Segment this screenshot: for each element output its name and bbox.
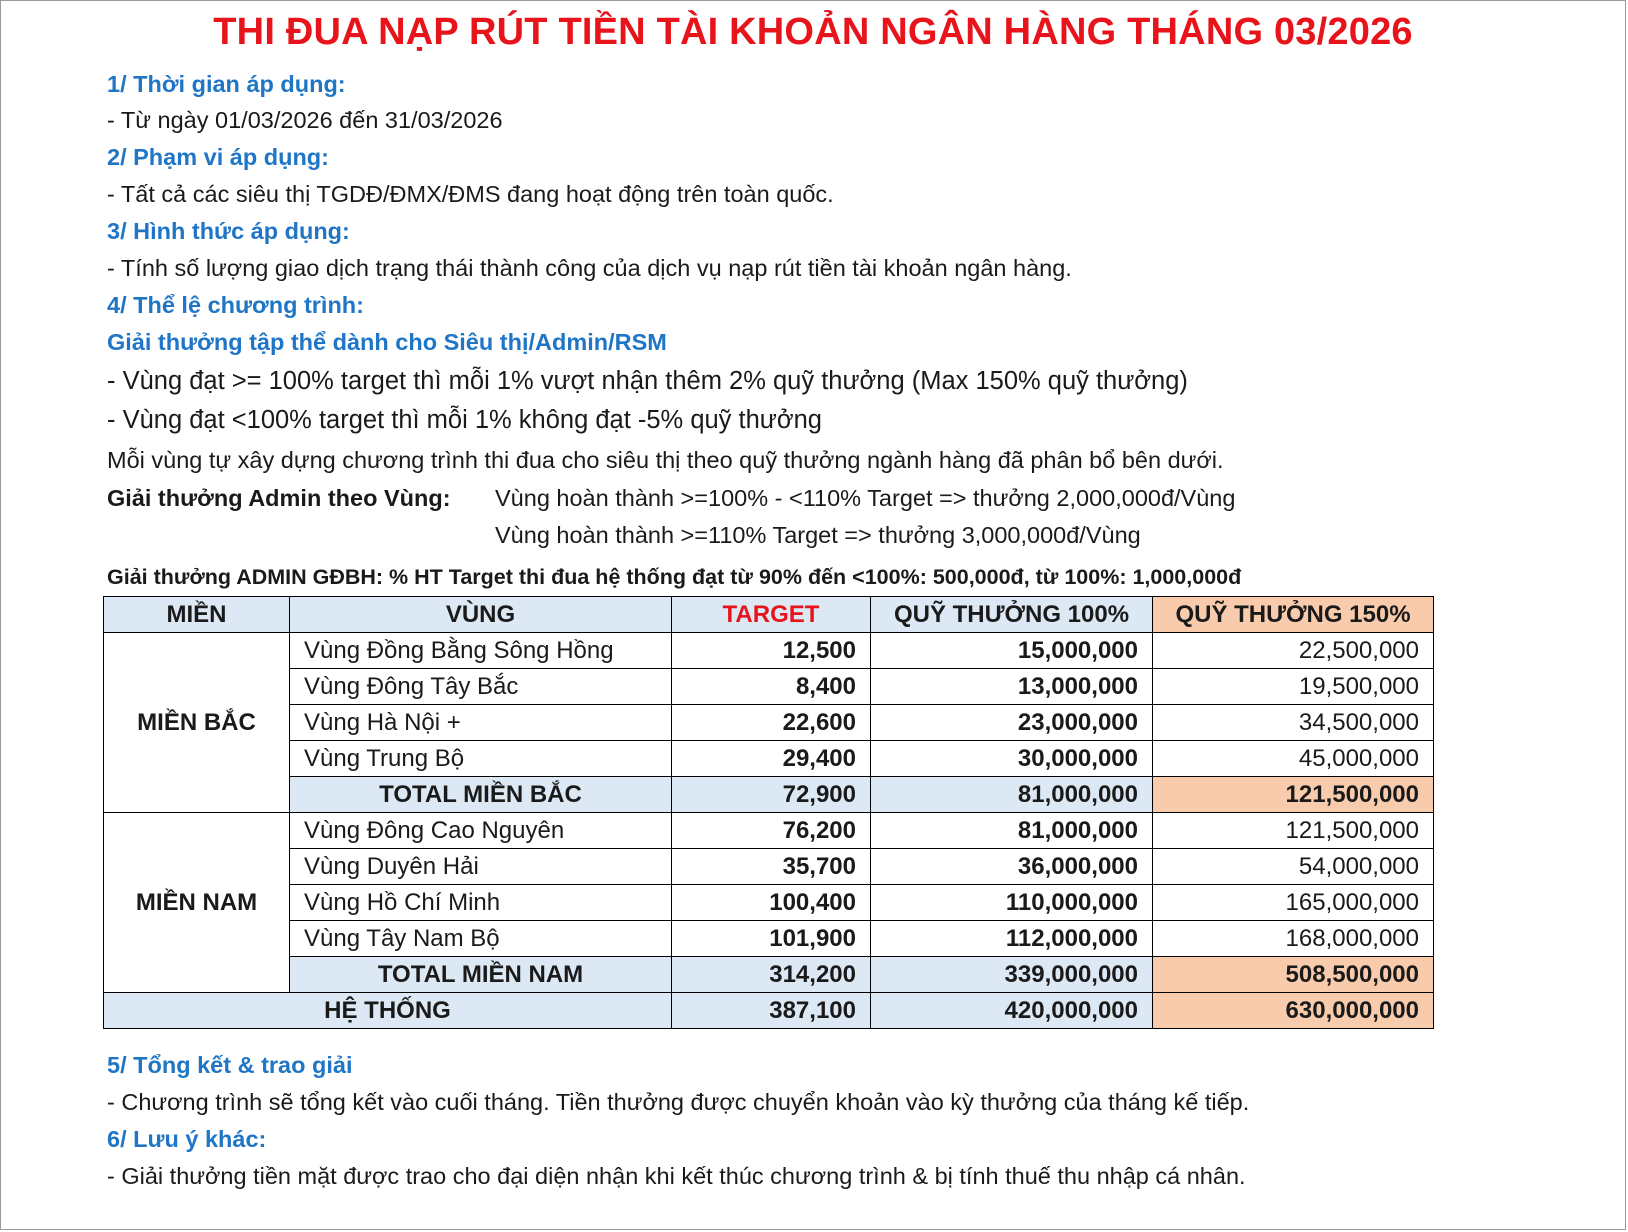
mien-bac-cell: MIỀN BẮC [104,633,290,813]
q150-cell: 22,500,000 [1153,633,1434,669]
q100-cell: 30,000,000 [871,741,1153,777]
q150-cell: 630,000,000 [1153,993,1434,1029]
q100-cell: 15,000,000 [871,633,1153,669]
target-cell: 387,100 [672,993,871,1029]
section-3-heading: 3/ Hình thức áp dụng: [107,218,350,244]
admin-gdbh-reward: Giải thưởng ADMIN GĐBH: % HT Target thi đua hệ thống đạt từ 90% đến <100%: 500,000đ, từ 100%: 1,000,000đ [107,565,1242,589]
q150-cell: 168,000,000 [1153,921,1434,957]
page-title: THI ĐUA NẠP RÚT TIỀN TÀI KHOẢN NGÂN HÀNG THÁNG 03/2026 [213,11,1413,53]
admin-reward-line-2: Vùng hoàn thành >=110% Target => thưởng 3,000,000đ/Vùng [495,522,1141,548]
q150-cell: 19,500,000 [1153,669,1434,705]
header-vung: VÙNG [290,597,672,633]
q100-cell: 110,000,000 [871,885,1153,921]
vung-cell: Vùng Trung Bộ [290,741,672,777]
section-4-subheading: Giải thưởng tập thể dành cho Siêu thị/Admin/RSM [107,329,667,355]
section-4-rule-1: - Vùng đạt >= 100% target thì mỗi 1% vượt nhận thêm 2% quỹ thưởng (Max 150% quỹ thưởng) [107,367,1188,395]
table-row [104,921,1434,957]
target-cell: 29,400 [672,741,871,777]
mien-nam-cell: MIỀN NAM [104,813,290,993]
q150-cell: 121,500,000 [1153,813,1434,849]
admin-reward-line-1: Vùng hoàn thành >=100% - <110% Target => thưởng 2,000,000đ/Vùng [495,485,1236,511]
total-label: TOTAL MIỀN BẮC [290,777,672,813]
target-cell: 101,900 [672,921,871,957]
header-target: TARGET [672,597,871,633]
q100-cell: 420,000,000 [871,993,1153,1029]
vung-cell: Vùng Duyên Hải [290,849,672,885]
section-6-heading: 6/ Lưu ý khác: [107,1126,267,1152]
section-2-heading: 2/ Phạm vi áp dụng: [107,144,329,170]
vung-cell: Vùng Đông Cao Nguyên [290,813,672,849]
total-label: TOTAL MIỀN NAM [290,957,672,993]
section-6-text: - Giải thưởng tiền mặt được trao cho đại diện nhận khi kết thúc chương trình & bị tính thuế thu nhập cá nhân. [107,1163,1246,1189]
section-4-heading: 4/ Thể lệ chương trình: [107,292,364,318]
section-1-text: - Từ ngày 01/03/2026 đến 31/03/2026 [107,107,503,133]
header-q100: QUỸ THƯỞNG 100% [871,597,1153,633]
q150-cell: 45,000,000 [1153,741,1434,777]
header-mien: MIỀN [104,597,290,633]
section-2-text: - Tất cả các siêu thị TGDĐ/ĐMX/ĐMS đang hoạt động trên toàn quốc. [107,181,834,207]
table-row [104,741,1434,777]
target-cell: 8,400 [672,669,871,705]
section-5-heading: 5/ Tổng kết & trao giải [107,1052,353,1078]
q150-cell: 121,500,000 [1153,777,1434,813]
table-row [104,669,1434,705]
system-total-row [104,993,1434,1029]
table-row [104,705,1434,741]
vung-cell: Vùng Hà Nội + [290,705,672,741]
q150-cell: 34,500,000 [1153,705,1434,741]
section-4-rule-2: - Vùng đạt <100% target thì mỗi 1% không đạt -5% quỹ thưởng [107,406,822,434]
table-header-row [104,597,1434,633]
table-row [104,885,1434,921]
q100-cell: 339,000,000 [871,957,1153,993]
q100-cell: 23,000,000 [871,705,1153,741]
target-cell: 22,600 [672,705,871,741]
vung-cell: Vùng Đồng Bằng Sông Hồng [290,633,672,669]
reward-table [103,596,1434,1029]
system-label: HỆ THỐNG [104,993,672,1029]
target-cell: 76,200 [672,813,871,849]
section-3-text: - Tính số lượng giao dịch trạng thái thành công của dịch vụ nạp rút tiền tài khoản ngân hàng. [107,255,1072,281]
total-row-nam [104,957,1434,993]
q150-cell: 54,000,000 [1153,849,1434,885]
section-5-text: - Chương trình sẽ tổng kết vào cuối tháng. Tiền thưởng được chuyển khoản vào kỳ thưởng của tháng kế tiếp. [107,1089,1250,1115]
target-cell: 100,400 [672,885,871,921]
vung-cell: Vùng Tây Nam Bộ [290,921,672,957]
q100-cell: 81,000,000 [871,777,1153,813]
target-cell: 12,500 [672,633,871,669]
admin-reward-label: Giải thưởng Admin theo Vùng: [107,485,451,511]
q100-cell: 112,000,000 [871,921,1153,957]
total-row-bac [104,777,1434,813]
q150-cell: 508,500,000 [1153,957,1434,993]
target-cell: 35,700 [672,849,871,885]
q150-cell: 165,000,000 [1153,885,1434,921]
table-row [104,849,1434,885]
section-1-heading: 1/ Thời gian áp dụng: [107,71,346,97]
section-4-note: Mỗi vùng tự xây dựng chương trình thi đua cho siêu thị theo quỹ thưởng ngành hàng đã phân bổ bên dưới. [107,447,1224,473]
target-cell: 72,900 [672,777,871,813]
q100-cell: 81,000,000 [871,813,1153,849]
q100-cell: 36,000,000 [871,849,1153,885]
q100-cell: 13,000,000 [871,669,1153,705]
table-row [104,633,1434,669]
vung-cell: Vùng Hồ Chí Minh [290,885,672,921]
vung-cell: Vùng Đông Tây Bắc [290,669,672,705]
header-q150: QUỸ THƯỞNG 150% [1153,597,1434,633]
table-row [104,813,1434,849]
target-cell: 314,200 [672,957,871,993]
